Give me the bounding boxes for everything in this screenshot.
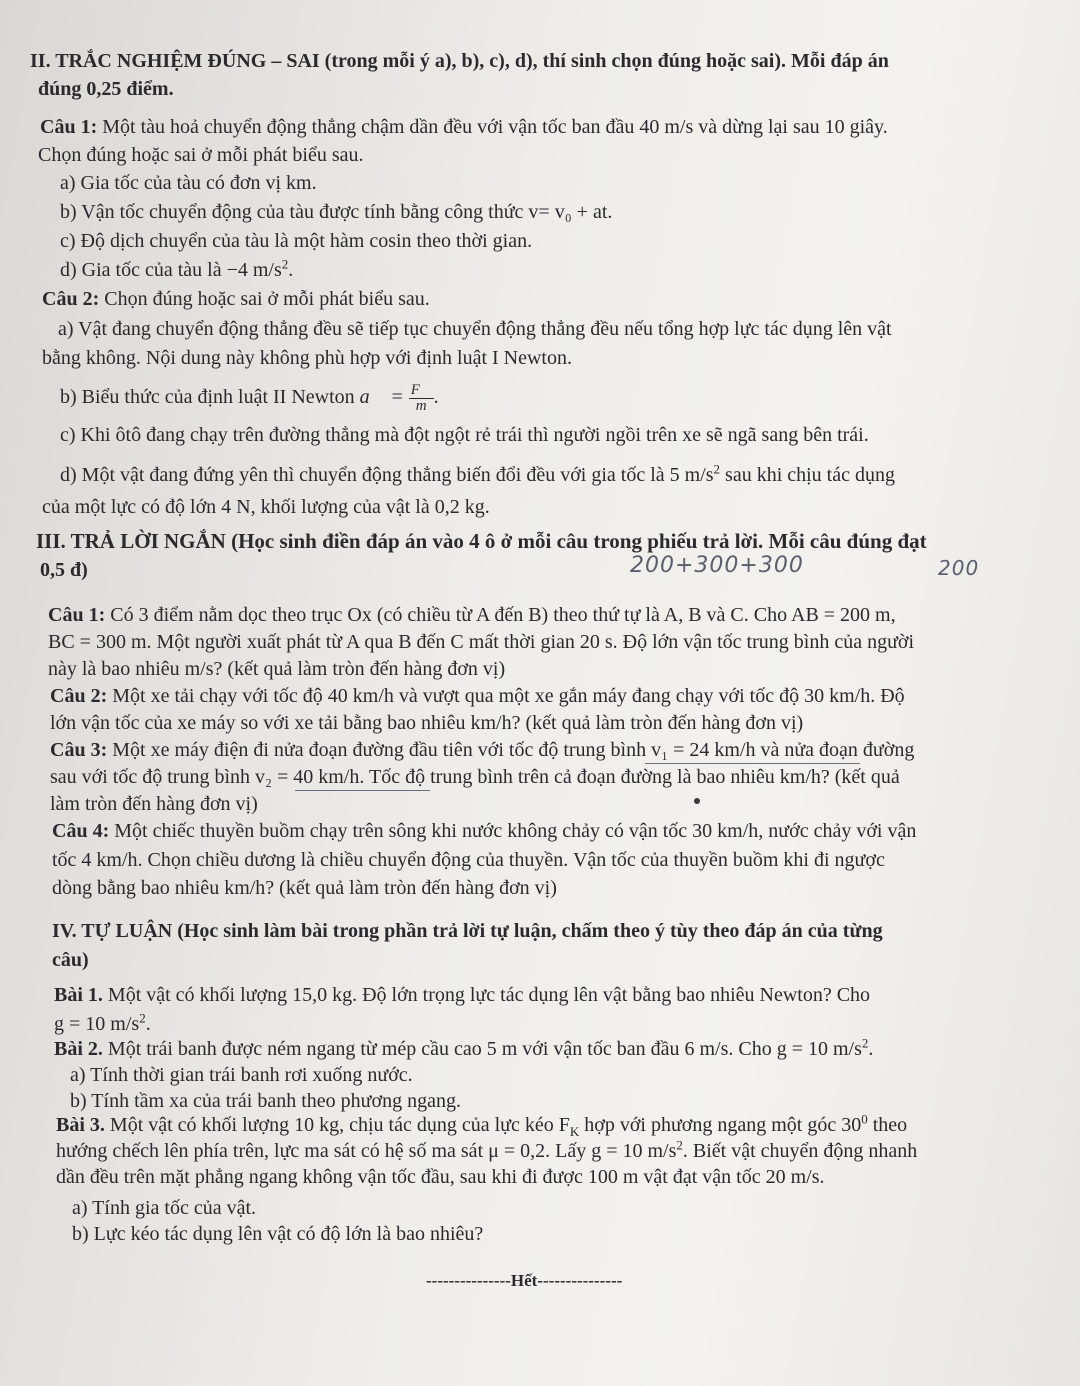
question-2-1-option-b: b) Vận tốc chuyển động của tàu được tính bằng công thức v= v₀ + at. [60,201,613,223]
question-text: Một xe máy điện đi nửa đoạn đường đầu tiên với tốc độ trung bình v₁ = 24 km/h và nửa đoạn đường [107,739,915,761]
fraction-denominator: m [415,398,427,414]
problem-text-end: . [868,1038,874,1060]
option-text: b) Biểu thức của định luật II Newton [60,386,360,409]
problem-text-end: . Biết vật chuyển động nhanh [682,1140,918,1162]
short-answer-3-line-2: sau với tốc độ trung bình v₂ = 40 km/h. Tốc độ trung bình trên cả đoạn đường là bao nhiêu km/h? (kết quả [50,766,900,788]
short-answer-1-line-3: này là bao nhiêu m/s? (kết quả làm tròn đến hàng đơn vị) [48,658,506,680]
formula-lhs: a⃗ = [359,386,409,409]
essay-1-line-2 [54,1011,151,1037]
question-2-1-option-d [60,257,293,283]
section-3-title-line-1: III. TRẢ LỜI NGẮN (Học sinh điền đáp án vào 4 ô ở mỗi câu trong phiếu trả lời. Mỗi câu đúng đạt [36,529,927,553]
section-3-title-line-2: 0,5 đ) [40,559,88,581]
question-label: Câu 2: [50,685,108,707]
short-answer-1-line-1 [48,602,896,628]
pen-dot [694,798,700,804]
question-text: Có 3 điểm nằm dọc theo trục Ox (có chiều từ A đến B) theo thứ tự là A, B và C. Cho AB = 200 m, [105,604,896,626]
option-text: d) Một vật đang đứng yên thì chuyển động thẳng biến đổi đều với gia tốc là 5 m/s [60,464,714,486]
essay-2-line-1 [54,1036,873,1062]
short-answer-1-line-2: BC = 300 m. Một người xuất phát từ A qua B đến C mất thời gian 20 s. Độ lớn vận tốc trung bình của người [48,631,915,653]
question-text: Một chiếc thuyền buồm chạy trên sông khi nước không chảy có vận tốc 30 km/h, nước chảy với vận [109,820,917,842]
question-2-2-option-c: c) Khi ôtô đang chạy trên đường thẳng mà đột ngột rẻ trái thì người ngồi trên xe sẽ ngã sang bên trái. [60,424,869,446]
fraction-numerator: F⃗ [410,382,432,398]
pen-underline [645,763,860,764]
question-2-1-option-c: c) Độ dịch chuyển của tàu là một hàm cosin theo thời gian. [60,230,533,252]
question-2-2-option-a-line-1: a) Vật đang chuyển động thẳng đều sẽ tiếp tục chuyển động thẳng đều nếu tổng hợp lực tác dụng lên vật [58,318,892,340]
subscript: K [569,1124,580,1139]
short-answer-3-line-1 [50,737,914,763]
short-answer-4-line-2: tốc 4 km/h. Chọn chiều dương là chiều chuyển động của thuyền. Vận tốc của thuyền buồm khi đi ngược [52,849,885,871]
problem-text-end: . [145,1013,151,1035]
exponent: 2 [139,1010,146,1026]
question-2-2-option-d-line-1 [60,462,895,488]
option-text: d) Gia tốc của tàu là −4 m/s [60,259,282,281]
problem-label: Bài 2. [54,1038,103,1060]
problem-label: Bài 1. [54,984,103,1006]
exponent: 2 [281,256,289,272]
question-2-2-option-a-line-2: bằng không. Nội dung này không phù hợp với định luật I Newton. [42,347,572,369]
exponent: 2 [713,461,721,477]
essay-3-line-3: dần đều trên mặt phẳng ngang không vận tốc đầu, sau khi đi được 100 m vật đạt vận tốc 20 m/s. [56,1166,825,1188]
problem-text: Một trái banh được ném ngang từ mép cầu cao 5 m với vận tốc ban đầu 6 m/s. Cho g = 10 m/s [102,1038,862,1060]
question-label: Câu 2: [42,288,100,310]
option-text-end: sau khi chịu tác dụng [720,464,895,486]
section-4-title-line-1: IV. TỰ LUẬN (Học sinh làm bài trong phần trả lời tự luận, chấm theo ý tùy theo đáp án của từng [52,920,883,942]
question-label: Câu 1: [40,116,98,138]
short-answer-4-line-3: dòng bằng bao nhiêu km/h? (kết quả làm tròn đến hàng đơn vị) [52,877,557,899]
question-2-1-line-1 [40,114,888,140]
question-2-1-option-a: a) Gia tốc của tàu có đơn vị km. [60,172,317,194]
problem-label: Bài 3. [56,1114,105,1136]
essay-3-part-a: a) Tính gia tốc của vật. [72,1197,257,1219]
essay-3-line-1 [56,1112,907,1138]
question-text: Một xe tải chạy với tốc độ 40 km/h và vượt qua một xe gắn máy đang chạy với tốc độ 30 km/h. Độ [107,685,905,707]
section-2-title-line-1: II. TRẮC NGHIỆM ĐÚNG – SAI (trong mỗi ý a), b), c), d), thí sinh chọn đúng hoặc sai). Mỗi đáp án [30,50,889,72]
essay-2-part-b: b) Tính tầm xa của trái banh theo phương ngang. [70,1090,461,1112]
short-answer-2-line-1 [50,683,905,709]
question-label: Câu 4: [52,820,110,842]
exponent: 2 [861,1035,869,1051]
short-answer-4-line-1 [52,818,916,844]
problem-text: Một vật có khối lượng 15,0 kg. Độ lớn trọng lực tác dụng lên vật bằng bao nhiêu Newton? Cho [102,984,871,1006]
question-2-1-line-2: Chọn đúng hoặc sai ở mỗi phát biểu sau. [38,144,364,166]
exponent: 2 [676,1137,683,1153]
question-text: Một tàu hoả chuyển động thẳng chậm dần đều với vận tốc ban đầu 40 m/s và dừng lại sau 10 giây. [97,116,888,138]
problem-text: hướng chếch lên phía trên, lực ma sát có hệ số ma sát μ = 0,2. Lấy g = 10 m/s [56,1140,677,1162]
question-text: Chọn đúng hoặc sai ở mỗi phát biểu sau. [99,288,430,310]
essay-3-line-2 [56,1138,917,1164]
question-label: Câu 1: [48,604,106,626]
option-text-end: . [288,259,294,281]
problem-text: Một vật có khối lượng 10 kg, chịu tác dụng của lực kéo F [104,1114,570,1136]
essay-3-part-b: b) Lực kéo tác dụng lên vật có độ lớn là bao nhiêu? [72,1223,484,1245]
short-answer-2-line-2: lớn vận tốc của xe máy so với xe tải bằng bao nhiêu km/h? (kết quả làm tròn đến hàng đơn vị) [50,712,804,734]
essay-1-line-1 [54,982,870,1008]
problem-text: g = 10 m/s [54,1013,140,1035]
question-2-2-line-1 [42,286,430,312]
section-4-title-line-2: câu) [52,949,89,971]
problem-text-mid: hợp với phương ngang một góc 30 [579,1114,862,1136]
question-2-2-option-d-line-2: của một lực có độ lớn 4 N, khối lượng của vật là 0,2 kg. [42,496,490,518]
essay-2-part-a: a) Tính thời gian trái banh rơi xuống nước. [70,1064,413,1086]
handwritten-answer: 200 [938,556,980,580]
question-label: Câu 3: [50,739,108,761]
handwritten-calculation: 200+300+300 [630,553,804,578]
option-text-end: . [433,386,439,409]
end-marker: ---------------Hết--------------- [426,1271,623,1290]
problem-text-end: theo [867,1114,908,1136]
short-answer-3-line-3: làm tròn đến hàng đơn vị) [50,793,258,815]
degree-exponent: 0 [861,1111,868,1127]
formula-fraction [409,383,434,414]
question-2-2-option-b [60,383,439,414]
section-2-title-line-2: đúng 0,25 điểm. [38,78,174,100]
pen-underline [295,790,430,791]
